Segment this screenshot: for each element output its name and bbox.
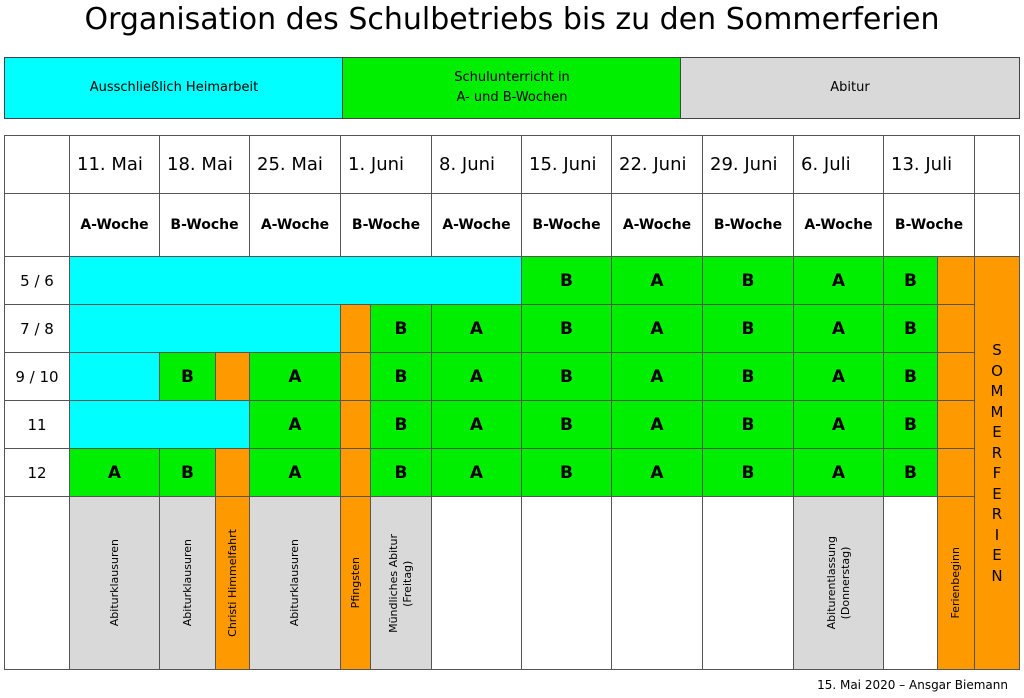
- event-abiturentlassung: [793, 496, 884, 670]
- date-header: 25. Mai: [249, 135, 341, 194]
- date-header: 11. Mai: [69, 135, 160, 194]
- week-cell: A: [611, 448, 703, 497]
- week-cell: A: [431, 400, 522, 449]
- event-pfingsten: [340, 496, 371, 670]
- week-cell: B: [521, 352, 612, 401]
- date-header: 15. Juni: [521, 135, 612, 194]
- event-label: Abiturklausuren: [180, 539, 194, 627]
- date-header: 6. Juli: [793, 135, 884, 194]
- week-cell: B: [521, 256, 612, 305]
- week-header-empty: [974, 193, 1020, 257]
- week-cell: A: [249, 448, 341, 497]
- date-header: 29. Juni: [702, 135, 794, 194]
- week-cell: B: [521, 304, 612, 353]
- legend-abitur-label: Abitur: [830, 80, 870, 95]
- week-cell: B: [883, 256, 938, 305]
- footer-credit: 15. Mai 2020 – Ansgar Biemann: [817, 678, 1008, 692]
- week-header: A-Woche: [249, 193, 341, 257]
- sommerferien-label: S O M M E R F E R I E N: [990, 341, 1004, 585]
- legend-homework-label: Ausschließlich Heimarbeit: [89, 80, 259, 95]
- date-header: 1. Juni: [340, 135, 432, 194]
- week-cell: A: [249, 400, 341, 449]
- week-cell: A: [431, 352, 522, 401]
- holiday-cell: [937, 256, 975, 305]
- homework-period: [69, 352, 160, 401]
- week-cell: A: [793, 304, 884, 353]
- holiday-cell: [340, 304, 371, 353]
- holiday-cell: [340, 352, 371, 401]
- grade-label: 12: [4, 448, 70, 497]
- week-header: B-Woche: [521, 193, 612, 257]
- legend-abitur: [680, 57, 1020, 119]
- week-cell: A: [611, 352, 703, 401]
- holiday-cell: [215, 448, 250, 497]
- event-label: Pfingsten: [348, 557, 362, 609]
- corner-cell-week: [4, 193, 70, 257]
- week-cell: B: [883, 304, 938, 353]
- grade-label: 5 / 6: [4, 256, 70, 305]
- legend-school: [342, 57, 682, 119]
- holiday-cell: [937, 448, 975, 497]
- week-cell: B: [702, 352, 794, 401]
- week-cell: B: [370, 304, 432, 353]
- event-label: Abiturentlassung (Donnerstag): [824, 536, 852, 630]
- corner-cell: [4, 135, 70, 194]
- week-cell: B: [702, 304, 794, 353]
- event-empty: [883, 496, 938, 670]
- week-header: B-Woche: [340, 193, 432, 257]
- week-cell: A: [793, 400, 884, 449]
- grade-label: 7 / 8: [4, 304, 70, 353]
- holiday-cell: [340, 400, 371, 449]
- holiday-cell: [937, 400, 975, 449]
- grade-label: 9 / 10: [4, 352, 70, 401]
- week-header: A-Woche: [793, 193, 884, 257]
- week-cell: A: [611, 256, 703, 305]
- event-himmelfahrt: [215, 496, 250, 670]
- week-cell: A: [793, 352, 884, 401]
- week-cell: A: [249, 352, 341, 401]
- event-empty: [702, 496, 794, 670]
- week-header: A-Woche: [611, 193, 703, 257]
- week-cell: A: [611, 304, 703, 353]
- week-header: A-Woche: [431, 193, 522, 257]
- homework-period: [69, 400, 250, 449]
- week-header: B-Woche: [883, 193, 975, 257]
- event-abiturklausuren: [249, 496, 341, 670]
- event-empty: [521, 496, 612, 670]
- homework-period: [69, 304, 341, 353]
- holiday-cell: [937, 304, 975, 353]
- week-cell: B: [521, 400, 612, 449]
- week-cell: B: [883, 448, 938, 497]
- week-cell: A: [69, 448, 160, 497]
- sommerferien-column: [974, 256, 1020, 670]
- week-cell: A: [431, 304, 522, 353]
- week-cell: B: [370, 448, 432, 497]
- week-cell: A: [793, 448, 884, 497]
- week-cell: B: [370, 352, 432, 401]
- event-ferienbeginn: [937, 496, 975, 670]
- event-label: Mündliches Abitur (Freitag): [387, 533, 414, 633]
- grade-label: 11: [4, 400, 70, 449]
- holiday-cell: [340, 448, 371, 497]
- week-cell: A: [611, 400, 703, 449]
- week-header: A-Woche: [69, 193, 160, 257]
- legend-homework: [4, 57, 344, 119]
- legend-school-line2: A- und B-Wochen: [456, 90, 568, 105]
- week-cell: A: [793, 256, 884, 305]
- week-cell: B: [159, 448, 216, 497]
- event-label-empty: [4, 496, 70, 670]
- week-cell: B: [883, 352, 938, 401]
- week-cell: B: [521, 448, 612, 497]
- week-header: B-Woche: [159, 193, 250, 257]
- event-abiturklausuren: [69, 496, 160, 670]
- page-title: Organisation des Schulbetriebs bis zu den Sommerferien: [84, 2, 940, 37]
- event-label: Abiturklausuren: [107, 539, 121, 627]
- event-empty: [431, 496, 522, 670]
- event-label: Christi Himmelfahrt: [225, 529, 239, 637]
- date-header: 22. Juni: [611, 135, 703, 194]
- week-cell: B: [883, 400, 938, 449]
- event-label: Abiturklausuren: [288, 539, 301, 627]
- week-header: B-Woche: [702, 193, 794, 257]
- week-cell: B: [159, 352, 216, 401]
- event-empty: [611, 496, 703, 670]
- event-muendliches-abitur: [370, 496, 432, 670]
- date-header-empty: [974, 135, 1020, 194]
- date-header: 13. Juli: [883, 135, 975, 194]
- homework-period: [69, 256, 522, 305]
- event-abiturklausuren: [159, 496, 216, 670]
- date-header: 18. Mai: [159, 135, 250, 194]
- week-cell: B: [702, 448, 794, 497]
- week-cell: A: [431, 448, 522, 497]
- date-header: 8. Juni: [431, 135, 522, 194]
- week-cell: B: [702, 400, 794, 449]
- holiday-cell: [937, 352, 975, 401]
- holiday-cell: [215, 352, 250, 401]
- event-label: Ferienbeginn: [949, 547, 962, 619]
- week-cell: B: [702, 256, 794, 305]
- legend-school-line1: Schulunterricht in: [454, 70, 570, 85]
- week-cell: B: [370, 400, 432, 449]
